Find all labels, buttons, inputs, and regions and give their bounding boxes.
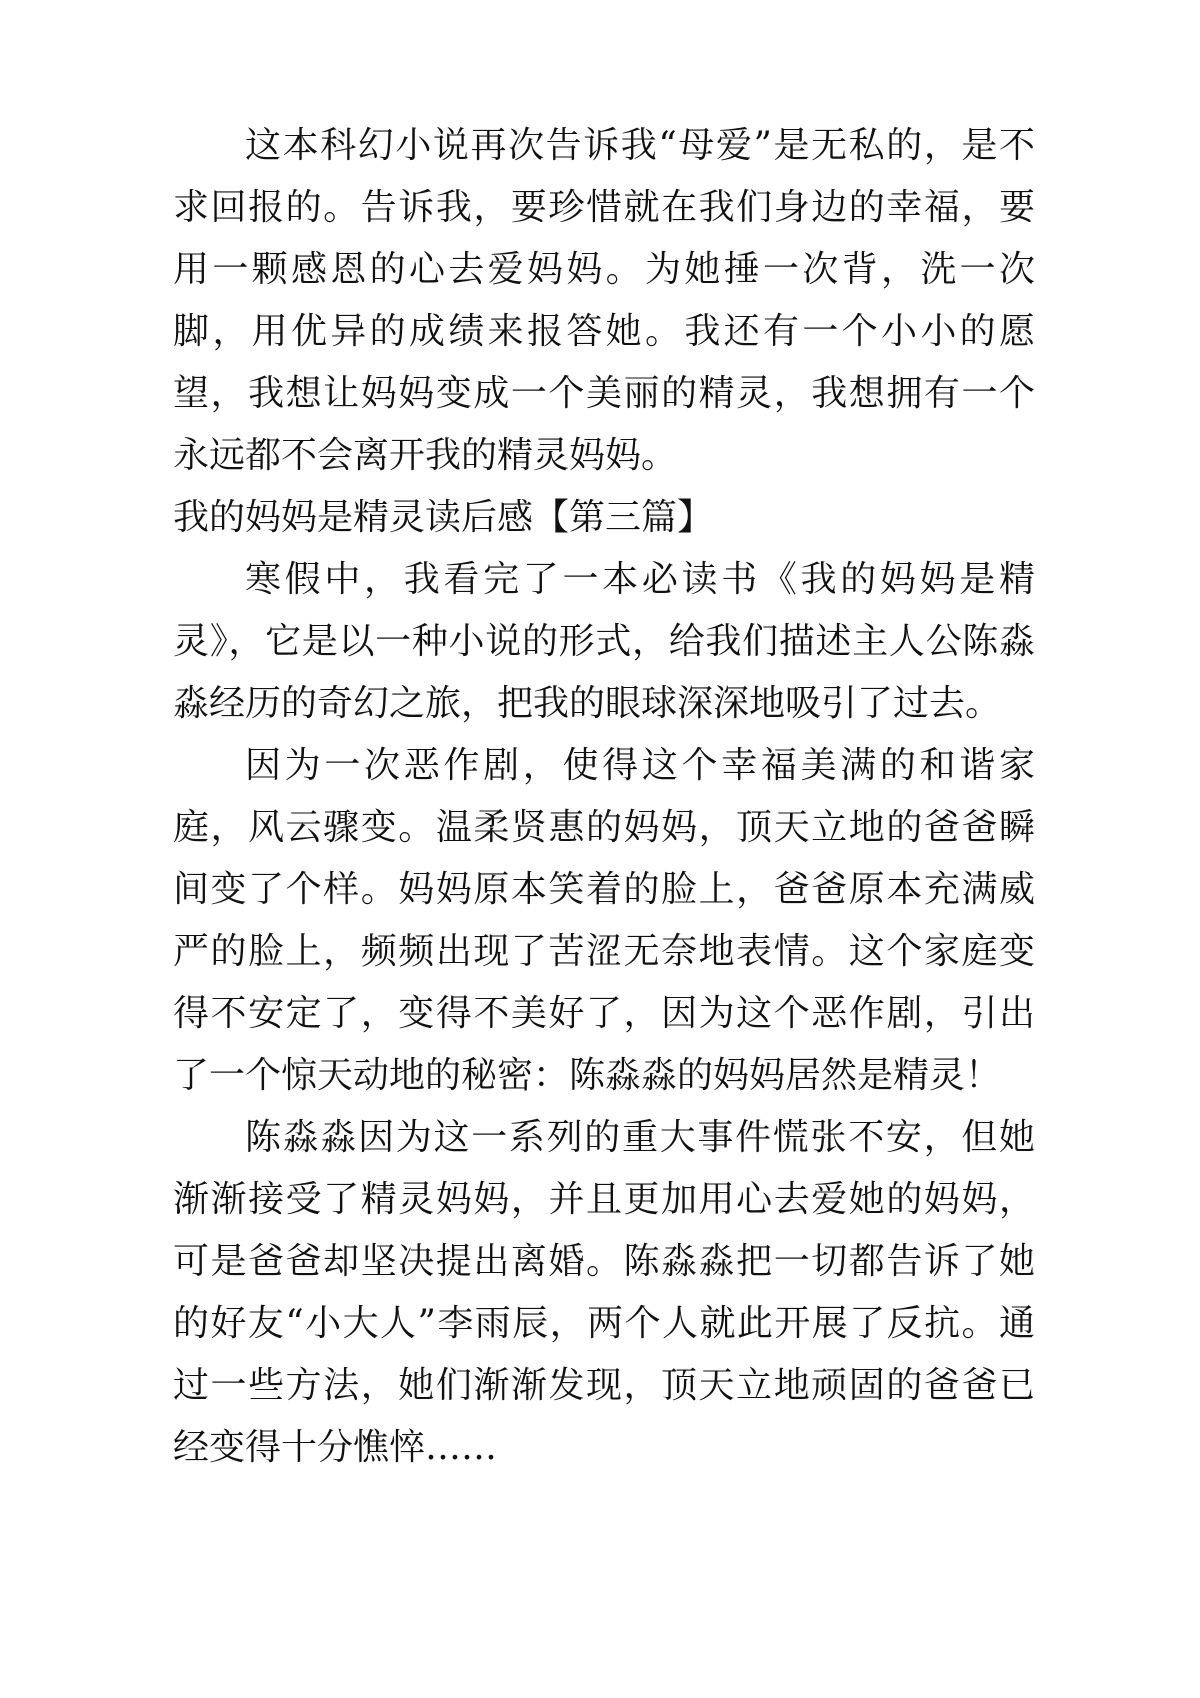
paragraph-intro: 寒假中，我看完了一本必读书《我的妈妈是精灵》，它是以一种小说的形式，给我们描述主人公陈淼淼经历的奇幻之旅，把我的眼球深深地吸引了过去。 <box>173 559 1035 724</box>
section-heading: 我的妈妈是精灵读后感【第三篇】 <box>173 497 714 538</box>
document-body <box>173 115 1035 1479</box>
paragraph-development: 陈淼淼因为这一系列的重大事件慌张不安，但她渐渐接受了精灵妈妈，并且更加用心去爱她的妈妈，可是爸爸却坚决提出离婚。陈淼淼把一切都告诉了她的好友“小大人”李雨辰，两个人就此开展了反抗。通过一些方法，她们渐渐发现，顶天立地顽固的爸爸已经变得十分憔悴…… <box>173 1117 1035 1468</box>
paragraph-conclusion: 这本科幻小说再次告诉我“母爱”是无私的，是不求回报的。告诉我，要珍惜就在我们身边的幸福，要用一颗感恩的心去爱妈妈。为她捶一次背，洗一次脚，用优异的成绩来报答她。我还有一个小小的愿望，我想让妈妈变成一个美丽的精灵，我想拥有一个永远都不会离开我的精灵妈妈。 <box>173 125 1035 476</box>
paragraph-plot: 因为一次恶作剧，使得这个幸福美满的和谐家庭，风云骤变。温柔贤惠的妈妈，顶天立地的爸爸瞬间变了个样。妈妈原本笑着的脸上，爸爸原本充满威严的脸上，频频出现了苦涩无奈地表情。这个家庭变得不安定了，变得不美好了，因为这个恶作剧，引出了一个惊天动地的秘密：陈淼淼的妈妈居然是精灵！ <box>173 745 1035 1096</box>
